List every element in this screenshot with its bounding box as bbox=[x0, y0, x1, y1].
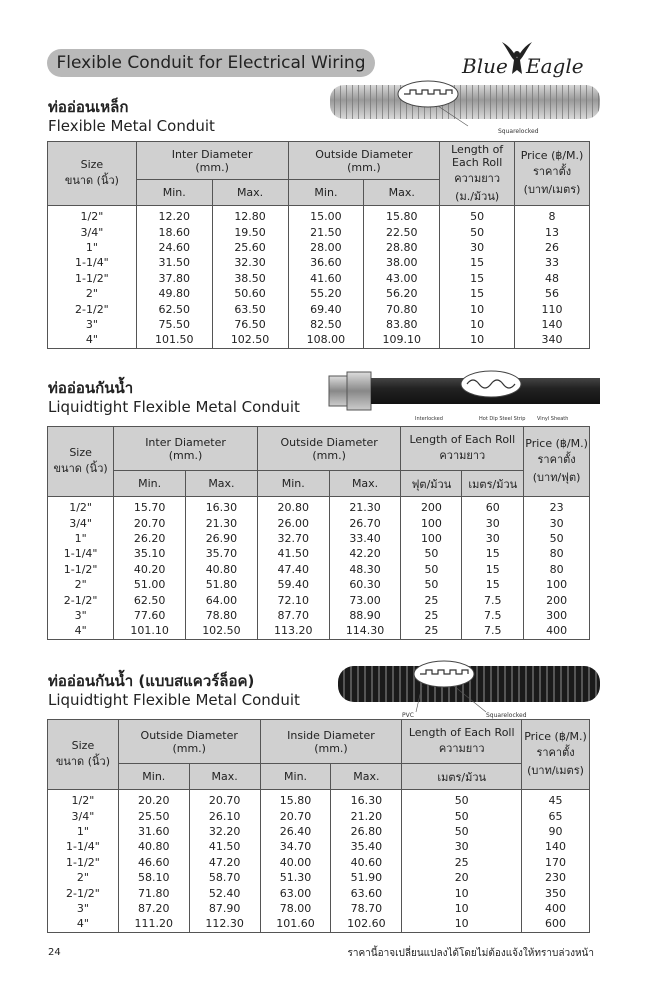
table-row bbox=[48, 206, 590, 225]
value-cell: 32.30 bbox=[212, 255, 288, 270]
value-cell: 33 bbox=[515, 255, 590, 270]
value-cell: 110 bbox=[515, 301, 590, 316]
value-cell: 50.60 bbox=[212, 286, 288, 301]
table-row bbox=[48, 608, 590, 623]
value-cell: 25 bbox=[401, 592, 462, 607]
value-cell: 25 bbox=[401, 623, 462, 639]
value-cell: 15.80 bbox=[364, 206, 440, 225]
value-cell: 31.50 bbox=[136, 255, 212, 270]
table-row bbox=[48, 916, 590, 932]
value-cell: 50 bbox=[402, 824, 522, 839]
table-row bbox=[48, 808, 590, 823]
table-row bbox=[48, 531, 590, 546]
value-cell: 49.80 bbox=[136, 286, 212, 301]
value-cell: 102.50 bbox=[212, 332, 288, 348]
value-cell: 35.70 bbox=[186, 546, 258, 561]
section-3-title bbox=[48, 672, 300, 710]
value-cell: 30 bbox=[462, 515, 524, 530]
size-cell: 1-1/2" bbox=[48, 855, 119, 870]
value-cell: 26.80 bbox=[331, 824, 402, 839]
value-cell: 32.20 bbox=[189, 824, 260, 839]
value-cell: 13 bbox=[515, 224, 590, 239]
value-cell: 15 bbox=[462, 546, 524, 561]
value-cell: 18.60 bbox=[136, 224, 212, 239]
value-cell: 26.10 bbox=[189, 808, 260, 823]
liquidtight-conduit-table bbox=[47, 426, 590, 640]
value-cell: 20.20 bbox=[118, 790, 189, 809]
inside-diameter-header: Inside Diameter (mm.) bbox=[260, 720, 402, 764]
value-cell: 10 bbox=[402, 901, 522, 916]
size-cell: 4" bbox=[48, 332, 137, 348]
min-header: Min. bbox=[118, 764, 189, 790]
value-cell: 200 bbox=[524, 592, 590, 607]
price-disclaimer: ราคานี้อาจเปลี่ยนแปลงได้โดยไม่ต้องแจ้งให้ทราบล่วงหน้า bbox=[347, 948, 594, 959]
value-cell: 300 bbox=[524, 608, 590, 623]
page-number: 24 bbox=[48, 947, 61, 958]
value-cell: 26.70 bbox=[329, 515, 401, 530]
length-header: Length of Each Roll ความยาว bbox=[401, 427, 524, 471]
value-cell: 12.80 bbox=[212, 206, 288, 225]
size-cell: 3/4" bbox=[48, 515, 114, 530]
value-cell: 140 bbox=[522, 839, 590, 854]
size-cell: 2-1/2" bbox=[48, 885, 119, 900]
value-cell: 31.60 bbox=[118, 824, 189, 839]
value-cell: 76.50 bbox=[212, 317, 288, 332]
value-cell: 112.30 bbox=[189, 916, 260, 932]
price-header: Price (฿/M.) ราคาตั้ง (บาท/ฟุต) bbox=[524, 427, 590, 497]
value-cell: 69.40 bbox=[288, 301, 364, 316]
size-cell: 4" bbox=[48, 623, 114, 639]
value-cell: 22.50 bbox=[364, 224, 440, 239]
value-cell: 77.60 bbox=[114, 608, 186, 623]
value-cell: 10 bbox=[440, 301, 515, 316]
value-cell: 42.20 bbox=[329, 546, 401, 561]
value-cell: 50 bbox=[440, 206, 515, 225]
value-cell: 72.10 bbox=[257, 592, 329, 607]
value-cell: 15.70 bbox=[114, 497, 186, 516]
value-cell: 63.60 bbox=[331, 885, 402, 900]
value-cell: 21.50 bbox=[288, 224, 364, 239]
image-label-squarelocked: Squarelocked bbox=[498, 128, 539, 135]
section-1-title bbox=[48, 98, 215, 136]
value-cell: 15.00 bbox=[288, 206, 364, 225]
value-cell: 101.50 bbox=[136, 332, 212, 348]
brand-name-right: Eagle bbox=[526, 54, 584, 78]
value-cell: 59.40 bbox=[257, 577, 329, 592]
page-header-title: Flexible Conduit for Electrical Wiring bbox=[47, 49, 375, 77]
value-cell: 40.60 bbox=[331, 855, 402, 870]
value-cell: 340 bbox=[515, 332, 590, 348]
value-cell: 30 bbox=[524, 515, 590, 530]
section-2-title-en: Liquidtight Flexible Metal Conduit bbox=[48, 398, 300, 416]
value-cell: 19.50 bbox=[212, 224, 288, 239]
value-cell: 35.10 bbox=[114, 546, 186, 561]
value-cell: 140 bbox=[515, 317, 590, 332]
value-cell: 32.70 bbox=[257, 531, 329, 546]
value-cell: 50 bbox=[401, 577, 462, 592]
size-header: Size ขนาด (นิ้ว) bbox=[48, 427, 114, 497]
value-cell: 51.80 bbox=[186, 577, 258, 592]
size-cell: 2" bbox=[48, 286, 137, 301]
value-cell: 38.50 bbox=[212, 271, 288, 286]
value-cell: 40.80 bbox=[186, 562, 258, 577]
value-cell: 30 bbox=[402, 839, 522, 854]
value-cell: 25.60 bbox=[212, 240, 288, 255]
value-cell: 64.00 bbox=[186, 592, 258, 607]
table-row bbox=[48, 870, 590, 885]
table-row bbox=[48, 824, 590, 839]
value-cell: 33.40 bbox=[329, 531, 401, 546]
table-row bbox=[48, 515, 590, 530]
section-3-title-en: Liquidtight Flexible Metal Conduit bbox=[48, 691, 300, 709]
value-cell: 28.00 bbox=[288, 240, 364, 255]
size-cell: 2" bbox=[48, 870, 119, 885]
min-header: Min. bbox=[260, 764, 331, 790]
section-2-title-th: ท่ออ่อนกันน้ำ bbox=[48, 379, 134, 397]
size-cell: 4" bbox=[48, 916, 119, 932]
length-header: Length of Each Roll ความยาว bbox=[402, 720, 522, 764]
inter-diameter-header: Inter Diameter (mm.) bbox=[136, 142, 288, 180]
value-cell: 26 bbox=[515, 240, 590, 255]
price-header: Price (฿/M.) ราคาตั้ง (บาท/เมตร) bbox=[522, 720, 590, 790]
size-cell: 1-1/4" bbox=[48, 546, 114, 561]
table-row bbox=[48, 224, 590, 239]
value-cell: 114.30 bbox=[329, 623, 401, 639]
value-cell: 41.60 bbox=[288, 271, 364, 286]
value-cell: 111.20 bbox=[118, 916, 189, 932]
size-cell: 1" bbox=[48, 531, 114, 546]
value-cell: 63.50 bbox=[212, 301, 288, 316]
flexible-metal-conduit-table bbox=[47, 141, 590, 349]
value-cell: 51.90 bbox=[331, 870, 402, 885]
size-cell: 1/2" bbox=[48, 206, 137, 225]
value-cell: 7.5 bbox=[462, 608, 524, 623]
value-cell: 65 bbox=[522, 808, 590, 823]
value-cell: 8 bbox=[515, 206, 590, 225]
value-cell: 400 bbox=[524, 623, 590, 639]
meters-per-roll-header: เมตร/ม้วน bbox=[402, 764, 522, 790]
value-cell: 40.80 bbox=[118, 839, 189, 854]
size-cell: 2-1/2" bbox=[48, 301, 137, 316]
value-cell: 60.30 bbox=[329, 577, 401, 592]
size-cell: 1/2" bbox=[48, 790, 119, 809]
table-row bbox=[48, 240, 590, 255]
max-header: Max. bbox=[364, 180, 440, 206]
value-cell: 24.60 bbox=[136, 240, 212, 255]
value-cell: 83.80 bbox=[364, 317, 440, 332]
value-cell: 30 bbox=[462, 531, 524, 546]
size-cell: 1" bbox=[48, 240, 137, 255]
table-row bbox=[48, 317, 590, 332]
value-cell: 20.70 bbox=[189, 790, 260, 809]
table-row bbox=[48, 271, 590, 286]
outside-diameter-header: Outside Diameter (mm.) bbox=[118, 720, 260, 764]
value-cell: 36.60 bbox=[288, 255, 364, 270]
size-cell: 1-1/2" bbox=[48, 562, 114, 577]
table-row bbox=[48, 286, 590, 301]
table-row bbox=[48, 839, 590, 854]
value-cell: 60 bbox=[462, 497, 524, 516]
squarelocked-liquidtight-image bbox=[336, 656, 600, 720]
value-cell: 16.30 bbox=[186, 497, 258, 516]
max-header: Max. bbox=[189, 764, 260, 790]
value-cell: 62.50 bbox=[114, 592, 186, 607]
value-cell: 75.50 bbox=[136, 317, 212, 332]
value-cell: 15 bbox=[440, 286, 515, 301]
value-cell: 21.20 bbox=[331, 808, 402, 823]
outside-diameter-header: Outside Diameter (mm.) bbox=[288, 142, 440, 180]
value-cell: 48 bbox=[515, 271, 590, 286]
value-cell: 35.40 bbox=[331, 839, 402, 854]
size-cell: 3/4" bbox=[48, 224, 137, 239]
table-row bbox=[48, 255, 590, 270]
min-header: Min. bbox=[257, 471, 329, 497]
image-label-vinyl-sheath: Vinyl Sheath bbox=[537, 416, 569, 422]
value-cell: 47.40 bbox=[257, 562, 329, 577]
value-cell: 80 bbox=[524, 546, 590, 561]
value-cell: 7.5 bbox=[462, 592, 524, 607]
value-cell: 87.90 bbox=[189, 901, 260, 916]
value-cell: 26.40 bbox=[260, 824, 331, 839]
value-cell: 38.00 bbox=[364, 255, 440, 270]
max-header: Max. bbox=[186, 471, 258, 497]
value-cell: 15 bbox=[440, 255, 515, 270]
length-header: Length of Each Roll ความยาว (ม./ม้วน) bbox=[440, 142, 515, 206]
value-cell: 25.50 bbox=[118, 808, 189, 823]
size-cell: 3" bbox=[48, 901, 119, 916]
min-header: Min. bbox=[136, 180, 212, 206]
image-label-pvc: PVC bbox=[402, 712, 414, 719]
value-cell: 70.80 bbox=[364, 301, 440, 316]
max-header: Max. bbox=[212, 180, 288, 206]
value-cell: 26.20 bbox=[114, 531, 186, 546]
value-cell: 15 bbox=[462, 577, 524, 592]
value-cell: 41.50 bbox=[257, 546, 329, 561]
value-cell: 15 bbox=[462, 562, 524, 577]
flexible-metal-conduit-image bbox=[328, 80, 600, 138]
value-cell: 12.20 bbox=[136, 206, 212, 225]
table-row bbox=[48, 562, 590, 577]
price-header: Price (฿/M.) ราคาตั้ง (บาท/เมตร) bbox=[515, 142, 590, 206]
value-cell: 90 bbox=[522, 824, 590, 839]
table-row bbox=[48, 497, 590, 516]
value-cell: 71.80 bbox=[118, 885, 189, 900]
value-cell: 50 bbox=[440, 224, 515, 239]
value-cell: 30 bbox=[440, 240, 515, 255]
table-row bbox=[48, 546, 590, 561]
section-2-title bbox=[48, 379, 300, 417]
value-cell: 50 bbox=[402, 790, 522, 809]
value-cell: 350 bbox=[522, 885, 590, 900]
size-cell: 1" bbox=[48, 824, 119, 839]
value-cell: 600 bbox=[522, 916, 590, 932]
image-label-interlocked: Interlocked bbox=[415, 416, 443, 422]
value-cell: 28.80 bbox=[364, 240, 440, 255]
value-cell: 7.5 bbox=[462, 623, 524, 639]
value-cell: 100 bbox=[401, 515, 462, 530]
value-cell: 50 bbox=[401, 546, 462, 561]
size-cell: 2-1/2" bbox=[48, 592, 114, 607]
size-header: Size ขนาด (นิ้ว) bbox=[48, 142, 137, 206]
value-cell: 46.60 bbox=[118, 855, 189, 870]
value-cell: 109.10 bbox=[364, 332, 440, 348]
table-row bbox=[48, 885, 590, 900]
size-cell: 1-1/4" bbox=[48, 839, 119, 854]
value-cell: 50 bbox=[401, 562, 462, 577]
value-cell: 37.80 bbox=[136, 271, 212, 286]
min-header: Min. bbox=[288, 180, 364, 206]
value-cell: 40.00 bbox=[260, 855, 331, 870]
value-cell: 78.00 bbox=[260, 901, 331, 916]
value-cell: 20 bbox=[402, 870, 522, 885]
value-cell: 88.90 bbox=[329, 608, 401, 623]
image-label-squarelocked: Squarelocked bbox=[486, 712, 527, 719]
value-cell: 87.70 bbox=[257, 608, 329, 623]
value-cell: 230 bbox=[522, 870, 590, 885]
value-cell: 56.20 bbox=[364, 286, 440, 301]
value-cell: 56 bbox=[515, 286, 590, 301]
value-cell: 48.30 bbox=[329, 562, 401, 577]
value-cell: 58.70 bbox=[189, 870, 260, 885]
value-cell: 10 bbox=[402, 885, 522, 900]
value-cell: 15 bbox=[440, 271, 515, 286]
value-cell: 47.20 bbox=[189, 855, 260, 870]
value-cell: 21.30 bbox=[186, 515, 258, 530]
value-cell: 200 bbox=[401, 497, 462, 516]
value-cell: 63.00 bbox=[260, 885, 331, 900]
size-cell: 3" bbox=[48, 608, 114, 623]
value-cell: 20.80 bbox=[257, 497, 329, 516]
value-cell: 102.50 bbox=[186, 623, 258, 639]
value-cell: 10 bbox=[440, 317, 515, 332]
value-cell: 52.40 bbox=[189, 885, 260, 900]
size-cell: 1-1/2" bbox=[48, 271, 137, 286]
liquidtight-conduit-image bbox=[327, 368, 600, 426]
value-cell: 87.20 bbox=[118, 901, 189, 916]
value-cell: 170 bbox=[522, 855, 590, 870]
value-cell: 26.90 bbox=[186, 531, 258, 546]
table-row bbox=[48, 901, 590, 916]
size-header: Size ขนาด (นิ้ว) bbox=[48, 720, 119, 790]
table-row bbox=[48, 623, 590, 639]
value-cell: 108.00 bbox=[288, 332, 364, 348]
section-1-title-en: Flexible Metal Conduit bbox=[48, 117, 215, 135]
max-header: Max. bbox=[329, 471, 401, 497]
value-cell: 113.20 bbox=[257, 623, 329, 639]
outside-diameter-header: Outside Diameter (mm.) bbox=[257, 427, 401, 471]
value-cell: 23 bbox=[524, 497, 590, 516]
value-cell: 10 bbox=[402, 916, 522, 932]
table-row bbox=[48, 790, 590, 809]
value-cell: 10 bbox=[440, 332, 515, 348]
size-cell: 1-1/4" bbox=[48, 255, 137, 270]
value-cell: 43.00 bbox=[364, 271, 440, 286]
value-cell: 78.70 bbox=[331, 901, 402, 916]
value-cell: 102.60 bbox=[331, 916, 402, 932]
value-cell: 15.80 bbox=[260, 790, 331, 809]
value-cell: 100 bbox=[401, 531, 462, 546]
value-cell: 73.00 bbox=[329, 592, 401, 607]
max-header: Max. bbox=[331, 764, 402, 790]
section-3-title-th: ท่ออ่อนกันน้ำ (แบบสแควร์ล็อค) bbox=[48, 672, 255, 690]
value-cell: 101.60 bbox=[260, 916, 331, 932]
feet-per-roll-header: ฟุต/ม้วน bbox=[401, 471, 462, 497]
size-cell: 3/4" bbox=[48, 808, 119, 823]
value-cell: 58.10 bbox=[118, 870, 189, 885]
value-cell: 50 bbox=[402, 808, 522, 823]
value-cell: 45 bbox=[522, 790, 590, 809]
value-cell: 25 bbox=[401, 608, 462, 623]
squarelocked-liquidtight-table bbox=[47, 719, 590, 933]
value-cell: 55.20 bbox=[288, 286, 364, 301]
value-cell: 26.00 bbox=[257, 515, 329, 530]
table-row bbox=[48, 332, 590, 348]
value-cell: 101.10 bbox=[114, 623, 186, 639]
table-row bbox=[48, 592, 590, 607]
value-cell: 50 bbox=[524, 531, 590, 546]
value-cell: 25 bbox=[402, 855, 522, 870]
value-cell: 78.80 bbox=[186, 608, 258, 623]
value-cell: 80 bbox=[524, 562, 590, 577]
value-cell: 40.20 bbox=[114, 562, 186, 577]
value-cell: 51.00 bbox=[114, 577, 186, 592]
value-cell: 62.50 bbox=[136, 301, 212, 316]
value-cell: 20.70 bbox=[260, 808, 331, 823]
value-cell: 82.50 bbox=[288, 317, 364, 332]
meters-per-roll-header: เมตร/ม้วน bbox=[462, 471, 524, 497]
table-row bbox=[48, 301, 590, 316]
value-cell: 16.30 bbox=[331, 790, 402, 809]
value-cell: 51.30 bbox=[260, 870, 331, 885]
table-row bbox=[48, 855, 590, 870]
size-cell: 1/2" bbox=[48, 497, 114, 516]
value-cell: 400 bbox=[522, 901, 590, 916]
value-cell: 100 bbox=[524, 577, 590, 592]
brand-name-left: Blue bbox=[462, 54, 508, 78]
section-1-title-th: ท่ออ่อนเหล็ก bbox=[48, 98, 129, 116]
image-label-steel-strip: Hot Dip Steel Strip bbox=[479, 416, 526, 422]
value-cell: 41.50 bbox=[189, 839, 260, 854]
size-cell: 3" bbox=[48, 317, 137, 332]
table-row bbox=[48, 577, 590, 592]
value-cell: 20.70 bbox=[114, 515, 186, 530]
inter-diameter-header: Inter Diameter (mm.) bbox=[114, 427, 258, 471]
value-cell: 34.70 bbox=[260, 839, 331, 854]
size-cell: 2" bbox=[48, 577, 114, 592]
value-cell: 21.30 bbox=[329, 497, 401, 516]
min-header: Min. bbox=[114, 471, 186, 497]
